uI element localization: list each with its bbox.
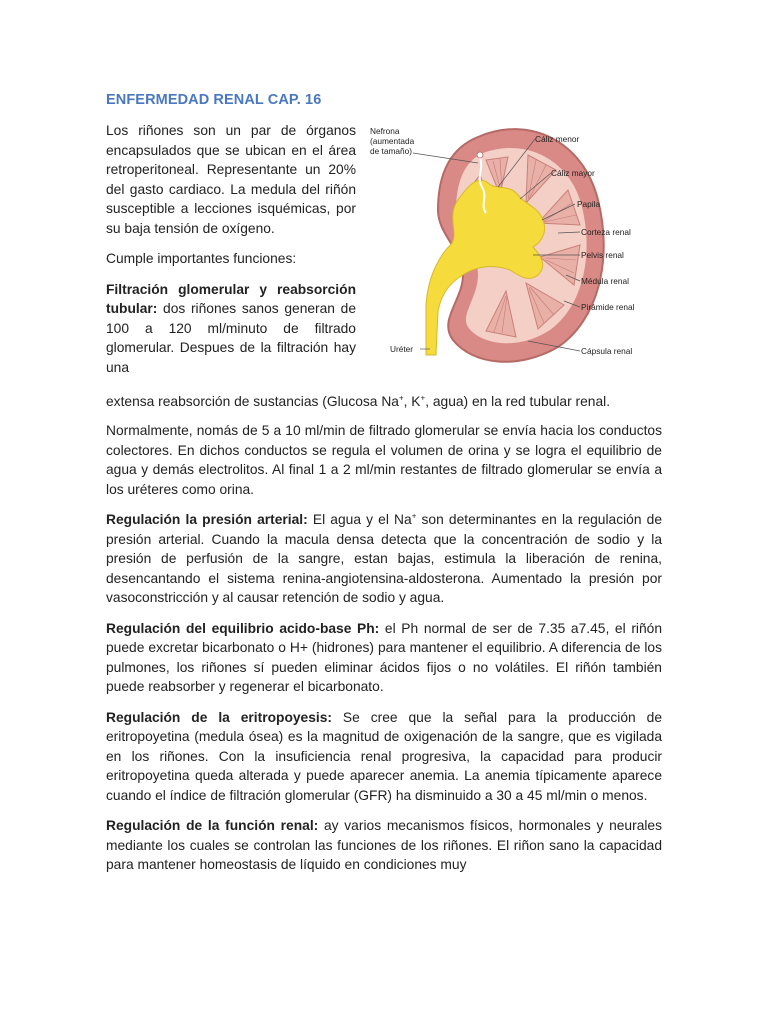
label-nephron-2: (aumentada <box>370 136 415 146</box>
kidney-diagram <box>368 115 658 370</box>
filtration-continuation <box>106 392 662 412</box>
kidney-illustration <box>368 115 658 370</box>
sodium-superscript: + <box>398 393 404 403</box>
label-papilla: Papila <box>577 199 601 209</box>
normal-filtration-paragraph: Normalmente, nomás de 5 a 10 ml/min de filtrado glomerular se envía hacia los conductos colectores. En dichos conductos se regula el volumen de orina y se logra el equilibrio de agua y demás electrolitos. Al final 1 a 2 ml/min restantes de filtrado glomerular se envía a los uréteres como orina. <box>106 423 662 497</box>
potassium-superscript: + <box>420 393 426 403</box>
renal-function-text: ay varios mecanismos físicos, hormonales y neurales mediante los cuales se controlan las funciones de los riñones. El riñon sano la capacidad para mantener homeostasis de líquido en condiciones muy <box>106 818 663 872</box>
label-ureter: Uréter <box>390 344 414 354</box>
filtration-continuation-line <box>106 392 662 412</box>
functions-intro: Cumple importantes funciones: <box>106 251 297 266</box>
intro-paragraph: Los riñones son un par de órganos encapsulados que se ubican en el área retroperitoneal. Representante un 20% del gasto cardiaco. La medula del riñón susceptible a lecciones isquémicas, por su baja tensión de oxígeno. <box>106 123 356 236</box>
label-capsule: Cápsula renal <box>581 346 633 356</box>
intro-column <box>106 121 356 377</box>
pressure-superscript: + <box>411 511 417 521</box>
continuation-part-3: , agua) en la red tubular renal. <box>425 394 611 409</box>
renal-function-paragraph <box>106 816 662 875</box>
erythropoiesis-heading: Regulación de la eritropoyesis: <box>106 709 332 725</box>
pressure-text-after: son determinantes en la regulación de presión arterial. Cuando la macula densa detecta que la concentración de sodio y la presión de perfusión de la sangre, estan bajas, estimula la liberación de renina, desencantando el sistema renina-angiotensina-aldosterona. Aumentado la presión por vasoconstricción y al causar retención de sodio y agua. <box>106 512 662 605</box>
label-major-calyx: Cáliz mayor <box>551 168 595 178</box>
acid-base-heading: Regulación del equilibrio acido-base Ph: <box>106 620 380 636</box>
body-column <box>106 421 662 886</box>
continuation-part-2: , K <box>403 394 421 409</box>
label-nephron-3: de tamaño) <box>370 146 412 156</box>
document-title: ENFERMEDAD RENAL CAP. 16 <box>106 92 322 108</box>
filtration-heading: Filtración glomerular y reabsorción tubular: <box>106 281 356 316</box>
label-nephron-1: Nefrona <box>370 126 400 136</box>
acid-base-text: el Ph normal de ser de 7.35 a7.45, el riñón puede excretar bicarbonato o H+ (hidrones) para mantener el equilibrio. A diferencia de los pulmones, los riñones sí pueden eliminar ácidos fijos o no volátiles. El riñón también puede reabsorber y regenerar el bicarbonato. <box>106 620 662 694</box>
label-cortex: Corteza renal <box>581 227 631 237</box>
erythropoiesis-text: Se cree que la señal para la producción de eritropoyetina (medula ósea) es la magnitud de oxigenación de la sangre, que es vigilada en los riñones. Con la insuficiencia renal progresiva, la capacidad para producir eritropoyetina queda alterada y puede aparecer anemia. La anemia típicamente aparece cuando el índice de filtración glomerular (GFR) ha disminuido a 30 a 45 ml/min o menos. <box>106 709 662 803</box>
renal-function-heading: Regulación de la función renal: <box>106 818 319 833</box>
pressure-paragraph <box>106 510 662 608</box>
label-pelvis: Pelvis renal <box>581 250 624 260</box>
acid-base-paragraph <box>106 619 662 697</box>
label-medulla: Médula renal <box>581 276 629 286</box>
label-minor-calyx: Cáliz menor <box>535 134 580 144</box>
pressure-heading: Regulación la presión arterial: <box>106 512 308 527</box>
pressure-text-before: El agua y el Na <box>307 512 412 527</box>
continuation-part-1: extensa reabsorción de sustancias (Glucosa Na <box>106 394 399 409</box>
filtration-text: dos riñones sanos generan de 100 a 120 ml/minuto de filtrado glomerular. Despues de la filtración hay una <box>106 301 356 375</box>
label-pyramid: Pirámide renal <box>581 302 635 312</box>
filtration-paragraph <box>106 280 356 378</box>
erythropoiesis-paragraph <box>106 708 662 806</box>
